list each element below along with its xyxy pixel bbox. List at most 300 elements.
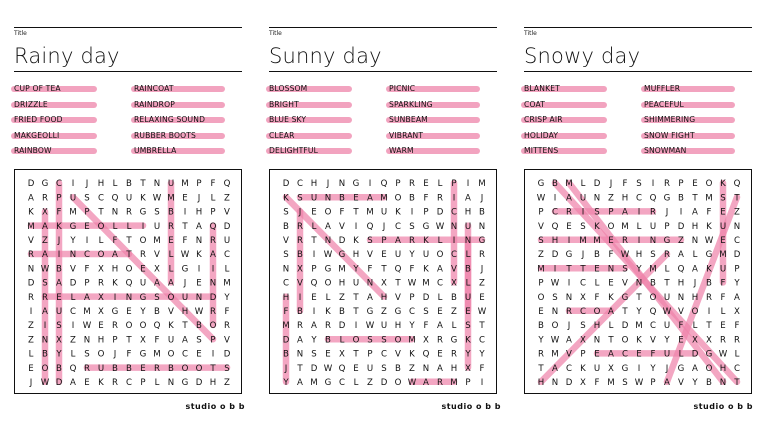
title-rule-top [524,27,752,28]
grid-letter: K [196,250,202,261]
grid-letter: A [112,250,118,261]
grid-letter: W [550,335,560,346]
grid-letter: I [141,221,145,232]
grid-letter: A [28,193,34,204]
grid-letter: G [565,250,573,261]
grid-letter: N [593,193,601,204]
grid-letter: J [326,179,330,190]
grid-letter: U [97,363,105,374]
grid-letter: F [409,264,415,275]
grid-letter: Y [692,378,698,388]
grid-letter: H [677,278,685,289]
grid-letter: A [622,207,628,218]
grid-letter: D [27,278,35,289]
grid-letter: K [423,236,429,246]
grid-letter: H [380,292,388,303]
grid-letter: H [719,363,727,374]
grid-letter: M [181,179,189,190]
grid-letter: U [663,349,671,360]
grid-letter: U [464,292,472,303]
grid-letter: E [538,307,544,317]
grid-letter: G [181,264,189,275]
grid-letter: X [451,278,457,289]
word-list-item [644,131,695,140]
grid-letter: T [734,193,740,204]
grid-letter: U [167,335,175,346]
grid-letter: A [395,236,401,246]
grid-letter: H [181,307,189,317]
grid-letter: I [113,292,117,303]
grid-letter: A [692,207,698,218]
grid-letter: C [565,363,573,374]
grid-letter: D [677,221,685,232]
grid-letter: A [465,193,471,204]
grid-letter: E [437,307,443,317]
grid-letter: G [139,292,147,303]
grid-letter: A [608,307,614,317]
grid-letter: L [720,307,726,317]
word-list-item [269,84,307,93]
grid-letter: U [649,221,657,232]
grid-letter: Y [140,307,146,317]
grid-letter: N [366,278,374,289]
grid-letter: B [297,250,303,261]
grid-letter: U [593,363,601,374]
grid-letter: Z [409,363,415,374]
grid-letter: X [154,264,160,275]
brand-mark: studio o b b [441,402,501,411]
grid-letter: R [650,207,656,218]
grid-letter: Z [367,378,373,388]
grid-letter: S [283,250,289,261]
grid-letter: T [297,363,303,374]
grid-letter: F [734,321,740,332]
grid-letter: U [69,193,77,204]
grid-letter: R [168,221,174,232]
grid-letter: N [282,264,290,275]
grid-letter: L [224,264,230,275]
word-label: CLEAR [269,130,295,140]
grid-letter: C [408,307,416,317]
word-list-item [389,100,433,109]
word-label: BRIGHT [269,99,299,109]
grid-letter: J [382,221,386,232]
puzzle-sheet-sunny [269,0,499,424]
grid-letter: O [97,250,105,261]
grid-letter: T [98,207,104,218]
grid-letter: M [705,193,713,204]
grid-letter: E [608,278,614,289]
grid-letter: H [310,179,318,190]
grid-letter: L [437,236,443,246]
grid-letter: M [338,264,346,275]
grid-letter: S [283,207,289,218]
grid-letter: C [338,378,346,388]
grid-letter: P [423,207,429,218]
grid-letter: D [223,349,231,360]
word-list-item [644,84,680,93]
grid-letter: T [182,321,188,332]
grid-letter: R [664,250,670,261]
grid-letter: N [464,236,472,246]
grid-letter: O [551,321,559,332]
grid-letter: V [339,221,345,232]
grid-letter: E [692,179,698,190]
grid-letter: Z [608,193,614,204]
grid-letter: N [551,378,559,388]
grid-letter: O [195,363,203,374]
grid-letter: S [465,321,471,332]
grid-letter: Z [42,236,48,246]
grid-letter: J [197,193,201,204]
grid-letter: K [56,221,62,232]
grid-letter: F [283,307,289,317]
grid-letter: D [380,378,388,388]
grid-letter: V [566,349,572,360]
word-list-item [524,131,558,140]
grid-letter: N [478,221,486,232]
grid-letter: J [480,193,484,204]
grid-letter: E [423,179,429,190]
grid-letter: M [635,321,643,332]
grid-letter: C [579,307,587,317]
sheet-title: Sunny day [269,44,382,68]
grid-letter: H [352,250,360,261]
grid-letter: D [733,250,741,261]
grid-letter: I [211,264,215,275]
grid-letter: V [367,250,373,261]
grid-letter: Y [311,335,317,346]
grid-letter: B [42,349,48,360]
grid-letter: M [579,236,587,246]
word-label: VIBRANT [389,130,424,140]
grid-letter: B [465,264,471,275]
grid-letter: H [97,335,105,346]
grid-letter: R [210,307,216,317]
word-label: BLUE SKY [269,115,307,124]
grid-letter: E [381,250,387,261]
word-label: PICNIC [389,84,416,93]
grid-letter: S [84,193,90,204]
grid-letter: O [705,363,713,374]
grid-letter: H [593,321,601,332]
grid-letter: F [367,264,373,275]
grid-letter: U [139,278,147,289]
grid-letter: N [125,292,133,303]
word-list-item [524,84,560,93]
grid-letter: M [649,264,657,275]
grid-letter: M [551,349,559,360]
grid-letter: G [621,292,629,303]
grid-letter: F [182,236,188,246]
grid-letter: G [478,236,486,246]
grid-letter: Y [664,335,670,346]
grid-letter: Z [734,207,740,218]
grid-letter: G [663,193,671,204]
grid-letter: P [84,278,90,289]
grid-letter: T [580,264,586,275]
grid-letter: C [733,363,741,374]
grid-letter: Y [538,335,544,346]
grid-letter: E [140,264,146,275]
grid-letter: N [338,179,346,190]
grid-letter: U [464,221,472,232]
grid-letter: U [579,193,587,204]
grid-letter: O [324,278,332,289]
grid-letter: P [210,335,216,346]
grid-letter: I [29,307,33,317]
grid-letter: Y [56,349,62,360]
grid-letter: T [182,221,188,232]
grid-letter: A [42,250,48,261]
grid-letter: V [650,335,656,346]
grid-letter: D [621,321,629,332]
grid-letter: W [550,278,560,289]
grid-letter: H [338,278,346,289]
grid-letter: U [719,264,727,275]
grid-letter: K [465,335,471,346]
word-list-item [389,84,415,93]
grid-letter: M [450,378,458,388]
grid-letter: I [57,250,61,261]
grid-letter: N [195,292,203,303]
word-list-item [134,100,175,109]
grid-letter: V [538,221,544,232]
grid-letter: S [381,335,387,346]
grid-letter: W [152,193,162,204]
word-list-item [134,84,174,93]
grid-letter: B [154,307,160,317]
grid-letter: Q [422,349,430,360]
grid-letter: R [706,292,712,303]
grid-letter: K [168,321,174,332]
word-list-item [134,115,205,124]
grid-letter: O [705,179,713,190]
grid-letter: Y [353,264,359,275]
grid-letter: S [720,193,726,204]
grid-letter: I [581,207,585,218]
grid-letter: E [98,321,104,332]
grid-letter: N [41,335,49,346]
grid-letter: N [83,335,91,346]
grid-letter: O [139,236,147,246]
grid-letter: R [297,321,303,332]
grid-letter: N [635,278,643,289]
grid-letter: T [664,278,670,289]
grid-letter: A [297,378,303,388]
grid-letter: B [126,179,132,190]
grid-letter: N [719,378,727,388]
grid-letter: M [593,236,601,246]
grid-letter: N [677,292,685,303]
grid-letter: G [621,363,629,374]
grid-letter: I [312,250,316,261]
grid-letter: B [168,363,174,374]
grid-letter: D [27,179,35,190]
grid-letter: A [367,292,373,303]
word-list-item [389,131,423,140]
grid-letter: O [394,378,402,388]
grid-letter: U [352,278,360,289]
grid-letter: C [551,207,559,218]
grid-letter: X [56,335,62,346]
grid-letter: L [692,250,698,261]
grid-letter: O [324,207,332,218]
grid-letter: I [368,179,372,190]
grid-letter: K [140,193,146,204]
grid-letter: C [125,378,133,388]
grid-letter: Q [111,193,119,204]
grid-letter: L [465,250,471,261]
grid-letter: T [706,321,712,332]
grid-letter: T [353,292,359,303]
grid-letter: M [153,236,161,246]
grid-letter: A [210,250,216,261]
grid-letter: A [56,278,62,289]
grid-letter: G [352,179,360,190]
grid-letter: L [594,278,600,289]
grid-letter: S [423,307,429,317]
grid-letter: O [125,321,133,332]
grid-letter: N [733,221,741,232]
grid-letter: L [664,264,670,275]
grid-letter: F [154,335,160,346]
grid-letter: R [112,321,118,332]
grid-letter: L [311,221,317,232]
grid-letter: H [691,292,699,303]
grid-letter: F [126,349,132,360]
grid-letter: G [69,221,77,232]
grid-letter: T [126,236,132,246]
grid-letter: D [338,236,346,246]
grid-letter: D [282,335,290,346]
grid-letter: Z [479,278,485,289]
grid-letter: V [28,236,34,246]
grid-letter: G [139,207,147,218]
grid-letter: H [635,250,643,261]
grid-letter: J [298,207,302,218]
grid-letter: T [353,307,359,317]
grid-letter: V [395,292,401,303]
grid-letter: A [42,221,48,232]
grid-letter: S [622,378,628,388]
grid-letter: I [637,363,641,374]
grid-letter: V [678,307,684,317]
word-label: RAINBOW [14,146,52,155]
grid-letter: S [622,264,628,275]
grid-letter: M [565,179,573,190]
grid-letter: V [297,278,303,289]
grid-letter: Y [283,378,289,388]
grid-letter: K [720,179,726,190]
word-search-grid [269,169,497,394]
grid-letter: Y [465,349,471,360]
grid-letter: U [181,292,189,303]
grid-letter: N [324,193,332,204]
grid-letter: M [478,179,486,190]
grid-letter: O [593,307,601,317]
grid-letter: Z [451,307,457,317]
grid-letter: A [297,335,303,346]
grid-letter: Y [224,292,230,303]
grid-letter: F [622,179,628,190]
grid-letter: Y [70,236,76,246]
grid-letter: U [663,292,671,303]
grid-letter: S [224,363,230,374]
grid-letter: W [704,236,714,246]
grid-letter: O [125,264,133,275]
grid-letter: N [565,292,573,303]
word-list-item [134,131,196,140]
grid-letter: U [380,321,388,332]
grid-letter: P [409,292,415,303]
grid-letter: T [538,363,544,374]
grid-letter: B [56,264,62,275]
grid-letter: M [422,278,430,289]
grid-letter: R [126,207,132,218]
grid-letter: A [84,292,90,303]
grid-letter: B [706,278,712,289]
grid-letter: T [311,236,317,246]
grid-letter: V [283,236,289,246]
grid-letter: P [734,264,740,275]
grid-letter: O [167,292,175,303]
grid-letter: E [437,349,443,360]
grid-letter: U [394,250,402,261]
grid-letter: K [706,221,712,232]
grid-letter: H [450,363,458,374]
grid-letter: E [479,292,485,303]
grid-letter: J [183,278,187,289]
grid-letter: Z [678,236,684,246]
grid-letter: K [580,363,586,374]
grid-letter: A [552,363,558,374]
grid-letter: G [366,307,374,317]
grid-letter: H [621,193,629,204]
grid-letter: E [720,321,726,332]
grid-letter: L [437,292,443,303]
grid-letter: D [223,221,231,232]
grid-letter: E [311,207,317,218]
grid-letter: Q [366,221,374,232]
grid-letter: T [353,207,359,218]
grid-letter: A [42,307,48,317]
title-caption: Title [524,30,537,37]
grid-letter: R [437,378,443,388]
grid-letter: Y [650,363,656,374]
grid-letter: O [167,349,175,360]
grid-letter: X [98,307,104,317]
grid-letter: E [594,349,600,360]
grid-letter: S [367,236,373,246]
word-list-item [644,146,686,155]
sheet-title: Snowy day [524,44,641,68]
grid-letter: C [380,349,388,360]
grid-letter: I [466,179,470,190]
grid-letter: P [112,335,118,346]
grid-letter: G [422,221,430,232]
grid-letter: S [311,349,317,360]
grid-letter: N [153,179,161,190]
grid-letter: Q [153,321,161,332]
grid-letter: M [366,207,374,218]
grid-letter: G [111,307,119,317]
grid-letter: B [409,193,415,204]
grid-letter: O [621,335,629,346]
grid-letter: G [537,179,545,190]
grid-letter: E [182,193,188,204]
grid-letter: N [111,207,119,218]
